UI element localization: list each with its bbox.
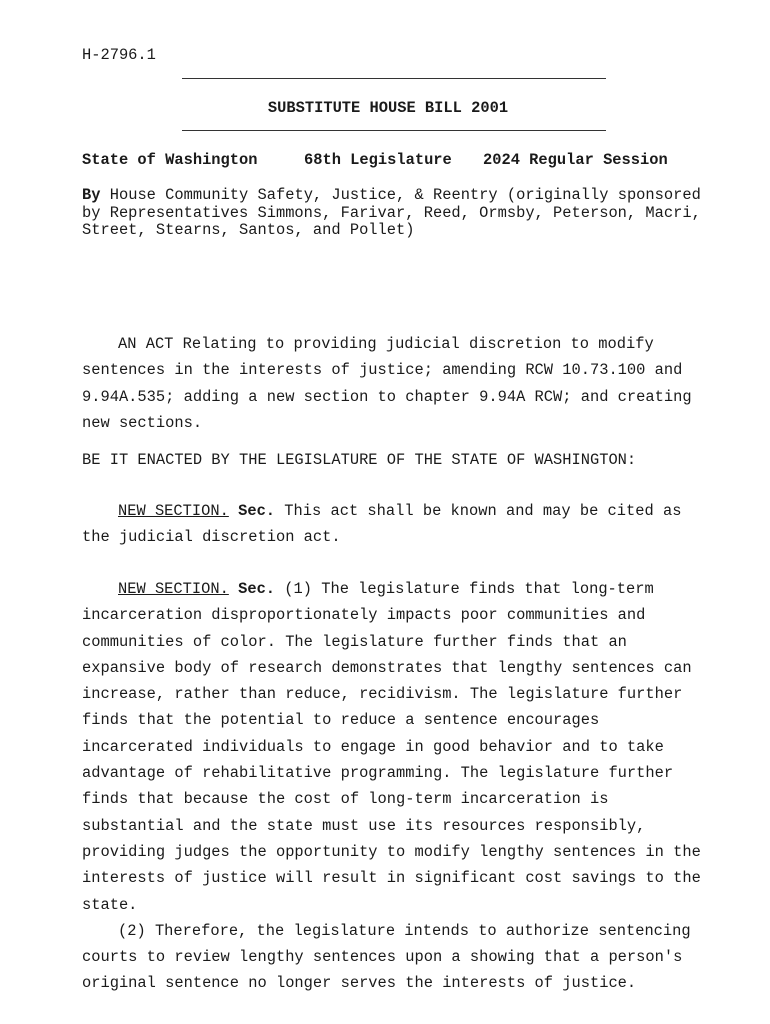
title-rule-bottom — [182, 130, 606, 131]
sec-label: Sec. — [238, 580, 276, 598]
state-label: State of Washington — [82, 151, 258, 169]
sec-label: Sec. — [238, 502, 276, 520]
bill-title: SUBSTITUTE HOUSE BILL 2001 — [267, 99, 509, 117]
new-section-label: NEW SECTION. — [118, 502, 229, 520]
section-2 — [82, 576, 712, 997]
section-2-sub1 — [82, 576, 712, 918]
section-1-text: This act shall be known and may be cited as the judicial discretion act. — [82, 502, 682, 547]
bill-number: H-2796.1 — [82, 46, 156, 64]
title-rule-top — [182, 78, 606, 79]
enacting-clause: BE IT ENACTED BY THE LEGISLATURE OF THE STATE OF WASHINGTON: — [82, 451, 637, 469]
by-label: By — [82, 186, 101, 204]
section-1 — [82, 498, 712, 551]
session-label: 2024 Regular Session — [483, 151, 668, 169]
act-title: AN ACT Relating to providing judicial discretion to modify sentences in the interests of justice; amending RCW 10.73.100 and 9.94A.535; adding a new section to chapter 9.94A RCW; and creating new sections. — [82, 335, 692, 432]
section-2-text: (1) The legislature finds that long-term incarceration disproportionately impacts poor communities and communities of color. The legislature further finds that an expansive body of research demonstrates that lengthy sentences can increase, rather than reduce, recidivism. The legislature further finds that the potential to reduce a sentence encourages incarcerated individuals to engage in good behavior and to take advantage of rehabilitative programming. The legislature further finds that because the cost of long-term incarceration is substantial and the state must use its resources responsibly, providing judges the opportunity to modify lengthy sentences in the interests of justice will result in significant cost savings to the state. — [82, 580, 701, 914]
sponsors-block — [82, 187, 702, 240]
section-2-sub2: (2) Therefore, the legislature intends to authorize sentencing courts to review lengthy sentences upon a showing that a person's original sentence no longer serves the interests of justice. — [82, 921, 691, 993]
new-section-label: NEW SECTION. — [118, 580, 229, 598]
sponsors-text: House Community Safety, Justice, & Reentry (originally sponsored by Representatives Simmons, Farivar, Reed, Ormsby, Peterson, Macri, Street, Stearns, Santos, and Pollet) — [82, 186, 701, 239]
legislature-label: 68th Legislature — [304, 151, 452, 169]
